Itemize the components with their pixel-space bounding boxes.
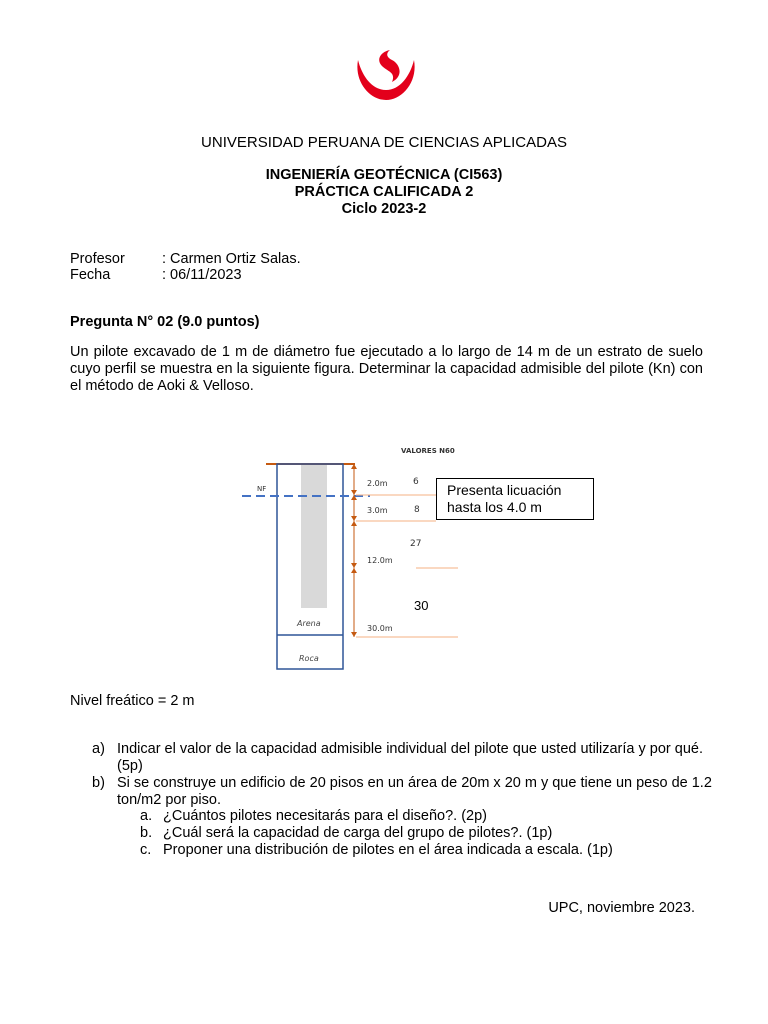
profesor-label: Profesor: [70, 251, 125, 267]
fecha-value: : 06/11/2023: [162, 267, 242, 283]
subitem-b-text: ¿Cuál será la capacidad de carga del grupo de pilotes?. (1p): [163, 825, 553, 841]
soil-label-arena: Arena: [297, 619, 321, 628]
subitem-b-marker: b.: [140, 825, 153, 841]
item-a-text: Indicar el valor de la capacidad admisible individual del pilote que usted utilizaría y por qué.: [117, 741, 703, 757]
fecha-label: Fecha: [70, 267, 111, 283]
n60-value-1: 6: [413, 477, 419, 487]
soil-profile-figure: [240, 440, 610, 676]
exam-title: PRÁCTICA CALIFICADA 2: [294, 184, 474, 200]
cycle-label: Ciclo 2023-2: [341, 201, 427, 217]
depth-label-3: 12.0m: [367, 556, 393, 565]
question-title: Pregunta N° 02 (9.0 puntos): [70, 314, 260, 330]
note-line-2: hasta los 4.0 m: [447, 499, 542, 515]
soil-label-roca: Roca: [299, 654, 319, 663]
question-body: Un pilote excavado de 1 m de diámetro fue ejecutado a lo largo de 14 m de un estrato de suelo cuyo perfil se muestra en la siguiente figura. Determinar la capacidad admisible del pilote (Kn) con el método de Aoki & Velloso.: [70, 344, 703, 394]
item-b-text-cont: ton/m2 por piso.: [117, 792, 221, 808]
course-title: INGENIERÍA GEOTÉCNICA (CI563): [265, 167, 503, 183]
university-name: UNIVERSIDAD PERUANA DE CIENCIAS APLICADAS: [201, 134, 567, 151]
upc-logo: [352, 46, 420, 102]
nf-label: NF: [257, 485, 267, 493]
water-level-text: Nivel freático = 2 m: [70, 693, 195, 709]
liquefaction-note-box: [436, 478, 594, 520]
pile-shape: [301, 465, 327, 608]
subitem-c-marker: c.: [140, 842, 152, 858]
item-b-marker: b): [92, 775, 105, 791]
subitem-a-text: ¿Cuántos pilotes necesitarás para el diseño?. (2p): [163, 808, 488, 824]
item-a-marker: a): [92, 741, 105, 757]
subitem-c-text: Proponer una distribución de pilotes en el área indicada a escala. (1p): [163, 842, 613, 858]
n60-heading: VALORES N60: [401, 447, 455, 455]
n60-value-2: 8: [414, 505, 420, 515]
depth-label-1: 2.0m: [367, 479, 388, 488]
n60-value-4: 30: [414, 598, 429, 613]
depth-label-2: 3.0m: [367, 506, 388, 515]
footer-signature: UPC, noviembre 2023.: [548, 900, 695, 916]
profesor-value: : Carmen Ortiz Salas.: [162, 251, 301, 267]
item-b-text: Si se construye un edificio de 20 pisos en un área de 20m x 20 m y que tiene un peso de 1.2: [117, 775, 712, 791]
item-a-points: (5p): [117, 758, 143, 774]
subitem-a-marker: a.: [140, 808, 153, 824]
note-line-1: Presenta licuación: [447, 482, 562, 498]
n60-value-3: 27: [410, 539, 422, 549]
depth-label-4: 30.0m: [367, 624, 393, 633]
